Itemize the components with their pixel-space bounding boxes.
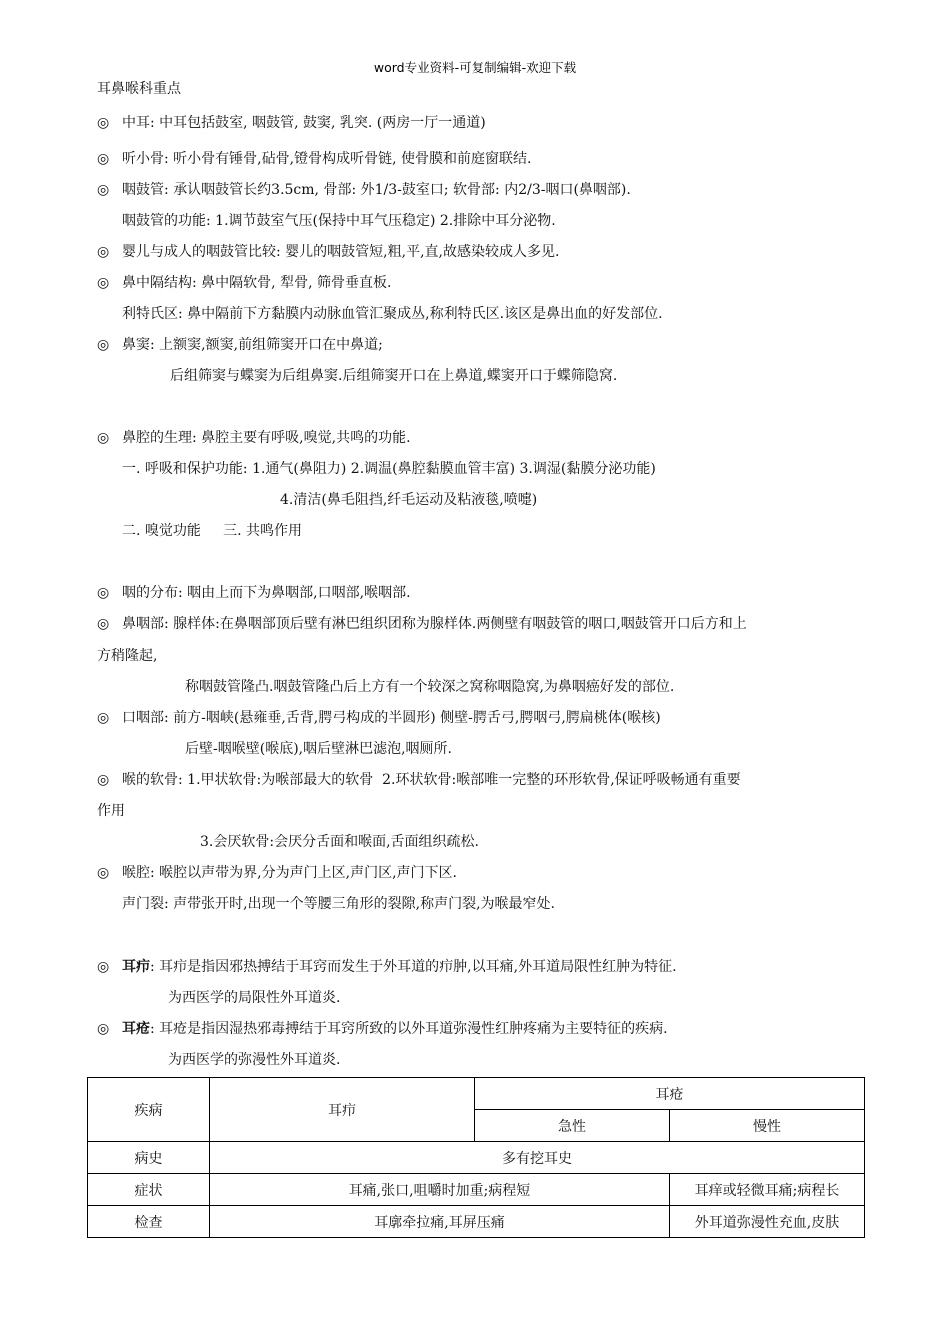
text-line: 一. 呼吸和保护功能: 1.通气(鼻阻力) 2.调温(鼻腔黏膜血管丰富) 3.调湿(黏膜分泌功能) [122, 461, 656, 477]
table-row [88, 1206, 865, 1238]
bullet-marker: ◎ [97, 585, 110, 601]
header-erchuang: 耳疮 [475, 1078, 865, 1110]
bullet-marker: ◎ [97, 959, 110, 975]
table-cell: 耳痛,张口,咀嚼时加重;病程短 [210, 1174, 670, 1206]
header-erjie: 耳疖 [210, 1078, 475, 1142]
text-line: 方稍隆起, [97, 648, 158, 664]
text-line: ◎ 咽的分布: 咽由上而下为鼻咽部,口咽部,喉咽部. [97, 585, 411, 601]
text-line: ◎ 耳疖: 耳疖是指因邪热搏结于耳窍而发生于外耳道的疖肿,以耳痛,外耳道局限性红肿为特征. [97, 959, 677, 975]
text-line: ◎ 鼻窦: 上额窦,额窦,前组筛窦开口在中鼻道; [97, 337, 383, 353]
table-cell: 耳廓牵拉痛,耳屏压痛 [210, 1206, 670, 1238]
bullet-marker: ◎ [97, 151, 110, 167]
text-line: 后壁-咽喉壁(喉底),咽后壁淋巴滤泡,咽厕所. [185, 741, 453, 757]
text-line: 利特氏区: 鼻中隔前下方黏膜内动脉血管汇聚成丛,称利特氏区.该区是鼻出血的好发部位. [122, 306, 663, 322]
document-title: 耳鼻喉科重点 [97, 81, 181, 97]
bullet-marker: ◎ [97, 865, 110, 881]
table-cell: 多有挖耳史 [210, 1142, 865, 1174]
watermark-header: word专业资料-可复制编辑-欢迎下载 [373, 60, 577, 75]
text-line: ◎ 喉的软骨: 1.甲状软骨:为喉部最大的软骨 2.环状软骨:喉部唯一完整的环形软骨,保证呼吸畅通有重要 [97, 772, 741, 788]
text-line: 声门裂: 声带张开时,出现一个等腰三角形的裂隙,称声门裂,为喉最窄处. [122, 896, 555, 912]
header-disease: 疾病 [88, 1078, 210, 1142]
bullet-marker: ◎ [97, 275, 110, 291]
term-erchuang: 耳疮 [122, 1021, 150, 1037]
text-line: ◎ 喉腔: 喉腔以声带为界,分为声门上区,声门区,声门下区. [97, 865, 457, 881]
text-line: ◎ 耳疮: 耳疮是指因湿热邪毒搏结于耳窍所致的以外耳道弥漫性红肿疼痛为主要特征的疾病. [97, 1021, 668, 1037]
text-line: 称咽鼓管隆凸.咽鼓管隆凸后上方有一个较深之窝称咽隐窝,为鼻咽癌好发的部位. [185, 679, 675, 695]
text-line: ◎ 鼻中隔结构: 鼻中隔软骨, 犁骨, 筛骨垂直板. [97, 275, 392, 291]
text-line: 二. 嗅觉功能 三. 共鸣作用 [122, 523, 303, 539]
bullet-marker: ◎ [97, 772, 110, 788]
text-line: ◎ 婴儿与成人的咽鼓管比较: 婴儿的咽鼓管短,粗,平,直,故感染较成人多见. [97, 244, 560, 260]
text-line: 4.清洁(鼻毛阻挡,纤毛运动及粘液毯,喷嚏) [280, 492, 538, 508]
text-line: 咽鼓管的功能: 1.调节鼓室气压(保持中耳气压稳定) 2.排除中耳分泌物. [122, 213, 556, 229]
bullet-marker: ◎ [97, 337, 110, 353]
text-line: ◎ 听小骨: 听小骨有锤骨,砧骨,镫骨构成听骨链, 使骨膜和前庭窗联结. [97, 151, 532, 167]
text-line: ◎ 鼻腔的生理: 鼻腔主要有呼吸,嗅觉,共鸣的功能. [97, 430, 411, 446]
table-cell: 外耳道弥漫性充血,皮肤 [670, 1206, 865, 1238]
row-label: 症状 [88, 1174, 210, 1206]
bullet-marker: ◎ [97, 244, 110, 260]
text-line: ◎ 鼻咽部: 腺样体:在鼻咽部顶后壁有淋巴组织团称为腺样体.两侧壁有咽鼓管的咽口,咽鼓管开口后方和上 [97, 616, 747, 632]
bullet-marker: ◎ [97, 182, 110, 198]
text-line: 后组筛窦与蝶窦为后组鼻窦.后组筛窦开口在上鼻道,蝶窦开口于蝶筛隐窝. [170, 368, 618, 384]
table-row [88, 1174, 865, 1206]
text-line: ◎ 中耳: 中耳包括鼓室, 咽鼓管, 鼓窦, 乳突. (两房一厅一通道) [97, 115, 486, 131]
text-line: 为西医学的弥漫性外耳道炎. [168, 1052, 341, 1068]
row-label: 检查 [88, 1206, 210, 1238]
bullet-marker: ◎ [97, 710, 110, 726]
bullet-marker: ◎ [97, 430, 110, 446]
text-line: ◎ 咽鼓管: 承认咽鼓管长约3.5cm, 骨部: 外1/3-鼓室口; 软骨部: 内2/3-咽口(鼻咽部). [97, 182, 631, 198]
bullet-marker: ◎ [97, 115, 110, 131]
table-cell: 耳痒或轻微耳痛;病程长 [670, 1174, 865, 1206]
bullet-marker: ◎ [97, 616, 110, 632]
comparison-table [87, 1077, 865, 1238]
table-row [88, 1142, 865, 1174]
header-chronic: 慢性 [670, 1110, 865, 1142]
header-acute: 急性 [475, 1110, 670, 1142]
text-line: 为西医学的局限性外耳道炎. [168, 990, 341, 1006]
text-line: ◎ 口咽部: 前方-咽峡(悬雍垂,舌背,腭弓构成的半圆形) 侧壁-腭舌弓,腭咽弓,腭扁桃体(喉核) [97, 710, 661, 726]
term-erjie: 耳疖 [122, 959, 150, 975]
text-line: 作用 [97, 803, 125, 819]
row-label: 病史 [88, 1142, 210, 1174]
bullet-marker: ◎ [97, 1021, 110, 1037]
text-line: 3.会厌软骨:会厌分舌面和喉面,舌面组织疏松. [200, 834, 479, 850]
